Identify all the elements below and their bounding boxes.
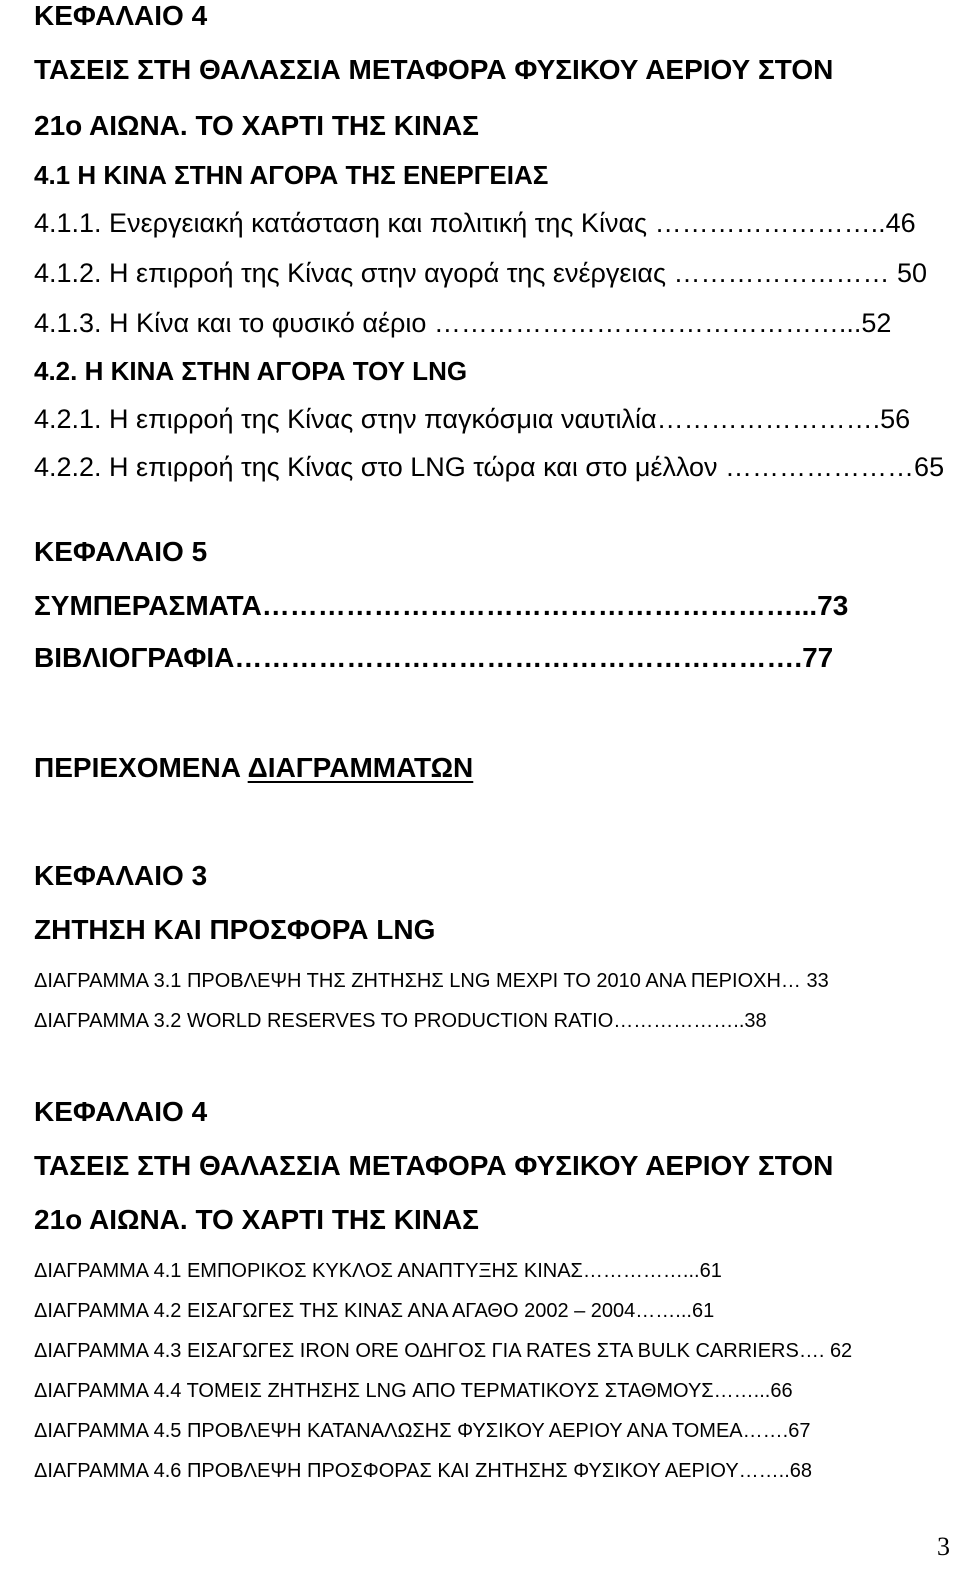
toc-entry-bibliography: ΒΙΒΛΙΟΓΡΑΦΙΑ…………………………………………………….77 xyxy=(34,642,834,673)
toc-chapter4-title-line1: ΤΑΣΕΙΣ ΣΤΗ ΘΑΛΑΣΣΙΑ ΜΕΤΑΦΟΡΑ ΦΥΣΙΚΟΥ ΑΕΡΙΟΥ ΣΤΟΝ xyxy=(34,54,834,85)
toc-entry-4-2-1: 4.2.1. Η επιρροή της Κίνας στην παγκόσμια ναυτιλία…………………….56 xyxy=(34,404,911,434)
toc-entry-4-2-2: 4.2.2. Η επιρροή της Κίνας στο LNG τώρα και στο μέλλον …………………65 xyxy=(34,452,945,482)
diagram-entry-3-2: ΔΙΑΓΡΑΜΜΑ 3.2 WORLD RESERVES TO PRODUCTION RATIO………………..38 xyxy=(34,1010,767,1032)
diagram-entry-4-6: ΔΙΑΓΡΑΜΜΑ 4.6 ΠΡΟΒΛΕΨΗ ΠΡΟΣΦΟΡΑΣ ΚΑΙ ΖΗΤΗΣΗΣ ΦΥΣΙΚΟΥ ΑΕΡΙΟΥ……..68 xyxy=(34,1460,813,1482)
page-number: 3 xyxy=(937,1532,950,1561)
diagrams-list-heading xyxy=(34,752,473,784)
diagram-entry-4-1: ΔΙΑΓΡΑΜΜΑ 4.1 ΕΜΠΟΡΙΚΟΣ ΚΥΚΛΟΣ ΑΝΑΠΤΥΞΗΣ ΚΙΝΑΣ……………...61 xyxy=(34,1260,722,1282)
diagrams-heading-prefix: ΠΕΡΙΕΧΟΜΕΝΑ xyxy=(34,752,248,783)
diagrams-chapter3-title: ΖΗΤΗΣΗ ΚΑΙ ΠΡΟΣΦΟΡΑ LNG xyxy=(34,914,436,945)
toc-section-4-1: 4.1 Η ΚΙΝΑ ΣΤΗΝ ΑΓΟΡΑ ΤΗΣ ΕΝΕΡΓΕΙΑΣ xyxy=(34,160,549,190)
diagram-entry-4-3: ΔΙΑΓΡΑΜΜΑ 4.3 ΕΙΣΑΓΩΓΕΣ IRON ORE ΟΔΗΓΟΣ ΓΙΑ RATES ΣΤΑ BULK CARRIERS…. 62 xyxy=(34,1340,853,1362)
toc-entry-4-1-3: 4.1.3. Η Κίνα και το φυσικό αέριο ………………………………………...52 xyxy=(34,308,892,338)
diagrams-chapter3-heading: ΚΕΦΑΛΑΙΟ 3 xyxy=(34,860,208,891)
toc-entry-conclusions: ΣΥΜΠΕΡΑΣΜΑΤΑ…………………………………………………...73 xyxy=(34,590,849,621)
toc-chapter4-title-line2: 21ο ΑΙΩΝΑ. ΤΟ ΧΑΡΤΙ ΤΗΣ ΚΙΝΑΣ xyxy=(34,110,479,141)
toc-section-4-2: 4.2. Η ΚΙΝΑ ΣΤΗΝ ΑΓΟΡΑ ΤΟΥ LNG xyxy=(34,356,468,386)
toc-entry-4-1-2: 4.1.2. Η επιρροή της Κίνας στην αγορά της ενέργειας …………………… 50 xyxy=(34,258,928,288)
diagram-entry-3-1: ΔΙΑΓΡΑΜΜΑ 3.1 ΠΡΟΒΛΕΨΗ ΤΗΣ ΖΗΤΗΣΗΣ LNG ΜΕΧΡΙ ΤΟ 2010 ΑΝΑ ΠΕΡΙΟΧΗ… 33 xyxy=(34,970,829,992)
diagrams-chapter4-heading: ΚΕΦΑΛΑΙΟ 4 xyxy=(34,1096,208,1127)
diagrams-chapter4-title-line2: 21ο ΑΙΩΝΑ. ΤΟ ΧΑΡΤΙ ΤΗΣ ΚΙΝΑΣ xyxy=(34,1204,479,1235)
toc-chapter4-heading: ΚΕΦΑΛΑΙΟ 4 xyxy=(34,0,208,31)
toc-entry-4-1-1: 4.1.1. Ενεργειακή κατάσταση και πολιτική της Κίνας ……………………..46 xyxy=(34,208,916,238)
diagram-entry-4-5: ΔΙΑΓΡΑΜΜΑ 4.5 ΠΡΟΒΛΕΨΗ ΚΑΤΑΝΑΛΩΣΗΣ ΦΥΣΙΚΟΥ ΑΕΡΙΟΥ ΑΝΑ ΤΟΜΕΑ…….67 xyxy=(34,1420,811,1442)
diagram-entry-4-4: ΔΙΑΓΡΑΜΜΑ 4.4 ΤΟΜΕΙΣ ΖΗΤΗΣΗΣ LNG ΑΠΟ ΤΕΡΜΑΤΙΚΟΥΣ ΣΤΑΘΜΟΥΣ……...66 xyxy=(34,1380,793,1402)
diagrams-chapter4-title-line1: ΤΑΣΕΙΣ ΣΤΗ ΘΑΛΑΣΣΙΑ ΜΕΤΑΦΟΡΑ ΦΥΣΙΚΟΥ ΑΕΡΙΟΥ ΣΤΟΝ xyxy=(34,1150,834,1181)
toc-chapter5-heading: ΚΕΦΑΛΑΙΟ 5 xyxy=(34,536,208,567)
diagram-entry-4-2: ΔΙΑΓΡΑΜΜΑ 4.2 ΕΙΣΑΓΩΓΕΣ ΤΗΣ ΚΙΝΑΣ ΑΝΑ ΑΓΑΘΟ 2002 – 2004……...61 xyxy=(34,1300,715,1322)
diagrams-heading-underlined: ΔΙΑΓΡΑΜΜΑΤΩΝ xyxy=(247,752,474,783)
